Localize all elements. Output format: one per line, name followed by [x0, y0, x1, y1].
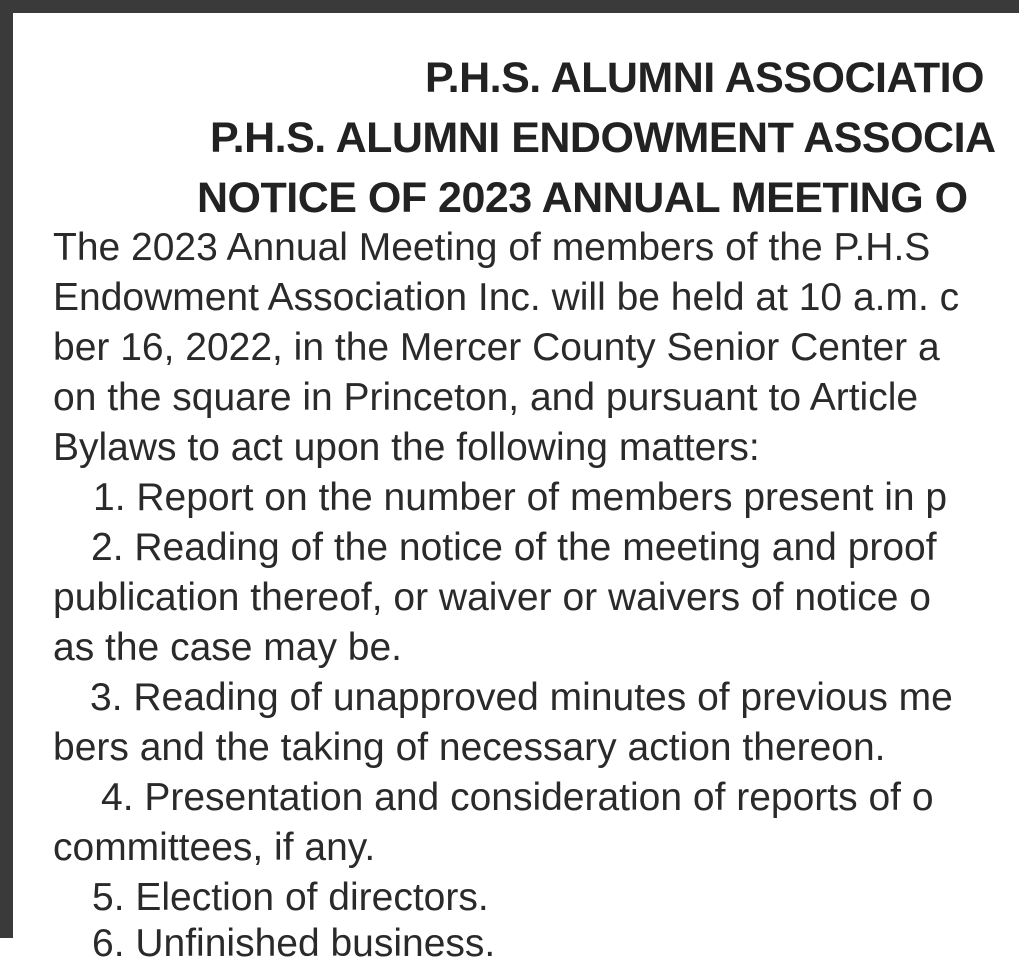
heading-endowment-association: P.H.S. ALUMNI ENDOWMENT ASSOCIA [210, 114, 996, 162]
body-line: ber 16, 2022, in the Mercer County Senior Center a [53, 326, 940, 369]
agenda-item: 5. Election of directors. [92, 876, 489, 919]
body-line: The 2023 Annual Meeting of members of the P.H.S [53, 226, 931, 269]
body-line: Endowment Association Inc. will be held at 10 a.m. c [53, 276, 960, 319]
agenda-item: 6. Unfinished business. [92, 922, 496, 965]
agenda-item: 4. Presentation and consideration of reports of o [101, 776, 934, 819]
body-line: committees, if any. [53, 826, 376, 869]
agenda-item: 3. Reading of unapproved minutes of previous me [90, 676, 953, 719]
heading-association: P.H.S. ALUMNI ASSOCIATIO [425, 54, 984, 102]
agenda-item: 1. Report on the number of members present in p [93, 476, 948, 519]
body-line: Bylaws to act upon the following matters: [53, 426, 760, 469]
body-line: on the square in Princeton, and pursuant to Article [53, 376, 919, 419]
heading-meeting-notice: NOTICE OF 2023 ANNUAL MEETING O [197, 174, 968, 222]
body-line: as the case may be. [53, 626, 403, 669]
body-line: bers and the taking of necessary action thereon. [53, 726, 886, 769]
agenda-item: 2. Reading of the notice of the meeting and proof [91, 526, 937, 569]
body-line: publication thereof, or waiver or waivers of notice o [53, 576, 931, 619]
